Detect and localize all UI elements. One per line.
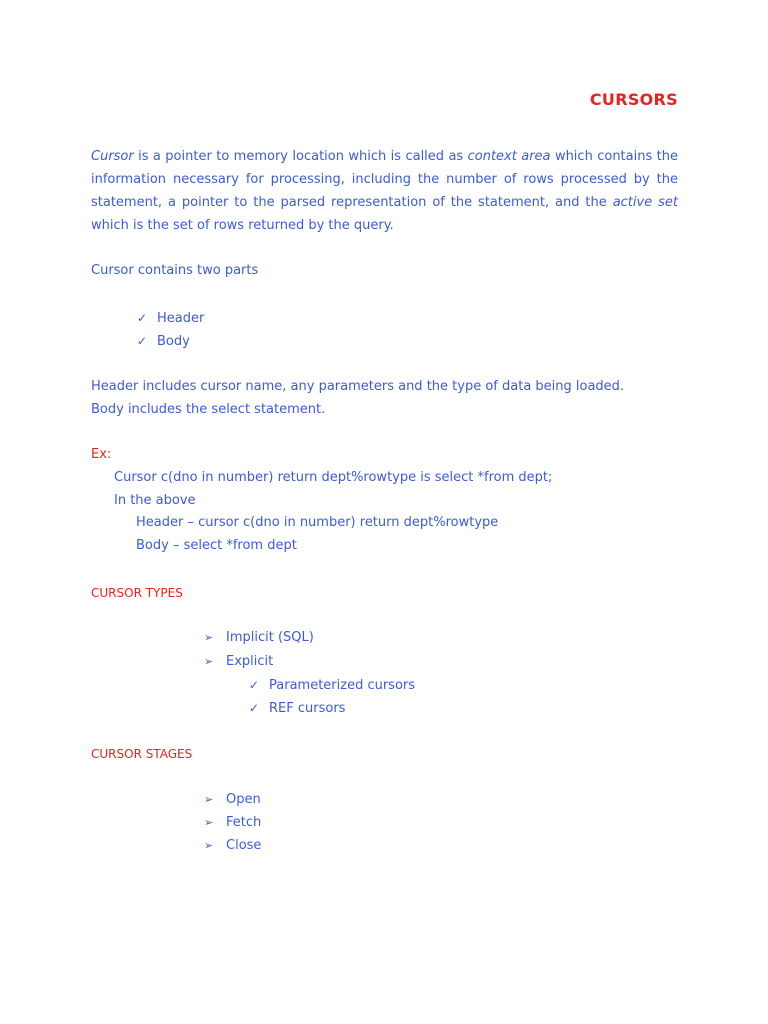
list-item: ✓ REF cursors (249, 701, 346, 716)
example-line: Body – select *from dept (136, 538, 297, 553)
arrow-bullet-icon: ➢ (204, 839, 214, 852)
arrow-bullet-icon: ➢ (204, 793, 214, 806)
list-item: ➢ Fetch (204, 815, 262, 830)
list-item: ✓ Body (137, 334, 190, 349)
section-heading-stages: CURSOR STAGES (91, 747, 193, 761)
checkmark-icon: ✓ (137, 311, 148, 325)
example-line: Header – cursor c(dno in number) return dept%rowtype (136, 515, 499, 530)
example-line: In the above (114, 493, 196, 508)
list-item: ➢ Open (204, 792, 261, 807)
arrow-bullet-icon: ➢ (204, 655, 214, 668)
list-item: ➢ Implicit (SQL) (204, 630, 314, 645)
list-item: ➢ Close (204, 838, 262, 853)
parts-intro: Cursor contains two parts (91, 263, 259, 278)
term-context-area: context area (467, 149, 551, 164)
section-heading-types: CURSOR TYPES (91, 586, 183, 600)
page-title: CURSORS (589, 90, 678, 109)
term-cursor: Cursor (91, 149, 134, 164)
example-line: Cursor c(dno in number) return dept%rowtype is select *from dept; (114, 470, 553, 485)
list-item: ✓ Parameterized cursors (249, 678, 416, 693)
desc-body: Body includes the select statement. (91, 402, 326, 417)
intro-paragraph: Cursor is a pointer to memory location which is called as context area which contains the information necessary for processing, including the number of rows processed by the statement, a pointer to the parsed representation of the statement, and the active set which is the set of rows returned by the query. (91, 149, 678, 233)
checkmark-icon: ✓ (137, 334, 148, 348)
arrow-bullet-icon: ➢ (204, 631, 214, 644)
checkmark-icon: ✓ (249, 678, 260, 692)
desc-header: Header includes cursor name, any parameters and the type of data being loaded. (91, 379, 625, 394)
arrow-bullet-icon: ➢ (204, 816, 214, 829)
list-item: ➢ Explicit (204, 654, 274, 669)
list-item: ✓ Header (137, 311, 205, 326)
example-label: Ex: (91, 447, 112, 462)
term-active-set: active set (612, 195, 678, 210)
checkmark-icon: ✓ (249, 701, 260, 715)
